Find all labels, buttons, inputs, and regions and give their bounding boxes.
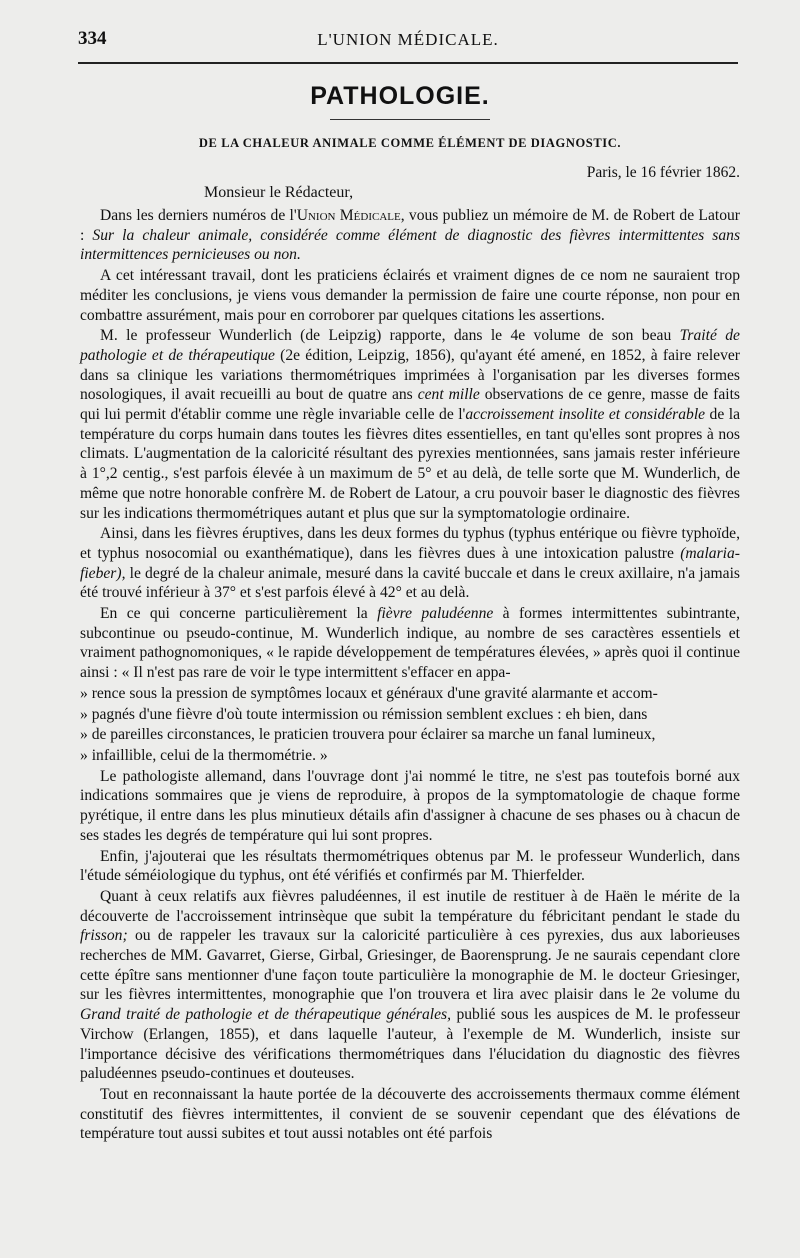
section-title: PATHOLOGIE. (310, 82, 490, 110)
journal-name: Union Médicale (296, 207, 401, 224)
paragraph-7: Enfin, j'ajouterai que les résultats thermométriques obtenus par M. le professeur Wunderlich, dans l'étude séméiologique du typhus, ont été vérifiés et confirmés par M. Thierfelder. (80, 847, 740, 885)
paragraph-9: Tout en reconnaissant la haute portée de la découverte des accroissements thermaux comme élément constitutif des fièvres intermittentes, il convient de se souvenir cependant que des élévations de température tout aussi subites et tout aussi notables ont été parfois (80, 1085, 740, 1143)
running-head (78, 28, 738, 54)
paragraph-2: A cet intéressant travail, dont les praticiens éclairés et vraiment dignes de ce nom ne sauraient trop méditer les conclusions, je viens vous demander la permission de faire une courte réponse, non pour en combattre assurément, mais pour en corroborer par quelques citations les assertions. (80, 267, 740, 324)
salutation: Monsieur le Rédacteur, (204, 184, 354, 201)
quote-line: » pagnés d'une fièvre d'où toute intermission ou rémission semblent exclues : eh bien, dans (80, 705, 648, 723)
article-title: DE LA CHALEUR ANIMALE COMME ÉLÉMENT DE DIAGNOSTIC. (198, 136, 622, 150)
dateline: Paris, le 16 février 1862. (586, 164, 740, 181)
paragraph-4: Ainsi, dans les fièvres éruptives, dans les deux formes du typhus (typhus entérique ou fièvre typhoïde, et typhus nosocomial ou exanthématique), dans les fièvres dues à une intoxication palustre (malaria-fieber), le degré de la chaleur animale, mesuré dans la cavité buccale et dans le creux axillaire, n'a jamais été trouvé inférieur à 37° et s'est parfois élevé à 42° et au delà. (80, 525, 740, 602)
cited-memoir-title: Sur la chaleur animale, considérée comme élément de diagnostic des fièvres intermittentes sans intermittences pernicieuses ou non. (80, 226, 741, 264)
title-rule (330, 119, 490, 120)
paragraph-3: M. le professeur Wunderlich (de Leipzig) rapporte, dans le 4e volume de son beau Traité de pathologie et de thérapeutique (2e édition, Leipzig, 1856), qu'ayant été amené, en 1852, à faire relever dans sa clinique les variations thermométriques imprimées à l'organisation par les diverses formes nosologiques, il avait recueilli au bout de quatre ans cent mille observations de ce genre, masse de faits qui lui permit d'établir comme une règle invariable celle de l'accroissement insolite et considérable de la température du corps humain dans toutes les fièvres dites essentielles, en tant qu'elles sont propres à nos climats. L'augmentation de la caloricité résultant des pyrexies mentionnées, sans jamais rester inférieure à 1°,2 centig., s'est parfois élevée à un maximum de 5° et au delà, de telle sorte que M. Wunderlich, de même que notre honorable confrère M. de Robert de Latour, a cru pouvoir baser le diagnostic des fièvres sur les indications thermométriques autant et plus que sur la symptomatologie ordinaire. (80, 327, 741, 522)
paragraph-1: Dans les derniers numéros de l'Union Médicale, vous publiez un mémoire de M. de Robert de Latour : Sur la chaleur animale, considérée comme élément de diagnostic des fièvres intermittentes sans intermittences pernicieuses ou non. (80, 207, 741, 264)
page-number: 334 (78, 28, 107, 49)
paragraph-5: En ce qui concerne particulièrement la fièvre paludéenne à formes intermittentes subintrante, subcontinue ou pseudo-continue, M. Wunderlich indique, au nombre de ses caractères essentiels et vraiment pathognomoniques, « le rapide développement de températures élevées, » après quoi il continue ainsi : « Il n'est pas rare de voir le type intermittent s'effacer en appa- (80, 605, 740, 682)
header-rule (78, 62, 738, 64)
cited-treatise-title: Traité de pathologie et de thérapeutique (80, 327, 740, 364)
journal-title: L'UNION MÉDICALE. (317, 30, 499, 49)
paragraph-6: Le pathologiste allemand, dans l'ouvrage dont j'ai nommé le titre, ne s'est pas toutefois borné aux indications sommaires que je viens de reproduire, à propos de la symptomatologie de chaque forme pyrétique, il entre dans les plus minutieux détails afin d'assigner à chacune de ses phases ou à chacun de ses stades les degrés de température qui lui sont propres. (80, 767, 740, 844)
quote-line: » infaillible, celui de la thermométrie. » (80, 746, 328, 764)
article-body (80, 206, 740, 1145)
quote-line: » de pareilles circonstances, le praticien trouvera pour éclairer sa marche un fanal lumineux, (80, 726, 656, 744)
quote-line: » rence sous la pression de symptômes locaux et généraux d'une gravité alarmante et accom- (80, 684, 658, 702)
paragraph-8: Quant à ceux relatifs aux fièvres paludéennes, il est inutile de restituer à de Haën le mérite de la découverte de l'accroissement intrinsèque que subit la température du fébricitant pendant le stade du frisson; ou de rappeler les travaux sur la caloricité particulière à ces pyrexies, dus aux laborieuses recherches de MM. Gavarret, Gierse, Girbal, Griesinger, de Baorensprung. Je ne saurais cependant clore cette épître sans mentionner d'une façon toute particulière la monographie de M. le docteur Griesinger, sur les fièvres intermittentes, monographie que l'on trouvera et lira avec plaisir dans le 2e volume du Grand traité de pathologie et de thérapeutique générales, publié sous les auspices de M. le professeur Virchow (Erlangen, 1855), et dans laquelle l'auteur, à l'exemple de M. Wunderlich, insiste sur l'importance décisive des vérifications thermométriques dans l'élucidation du diagnostic des fièvres paludéennes pseudo-continues et douteuses. (80, 887, 740, 1083)
